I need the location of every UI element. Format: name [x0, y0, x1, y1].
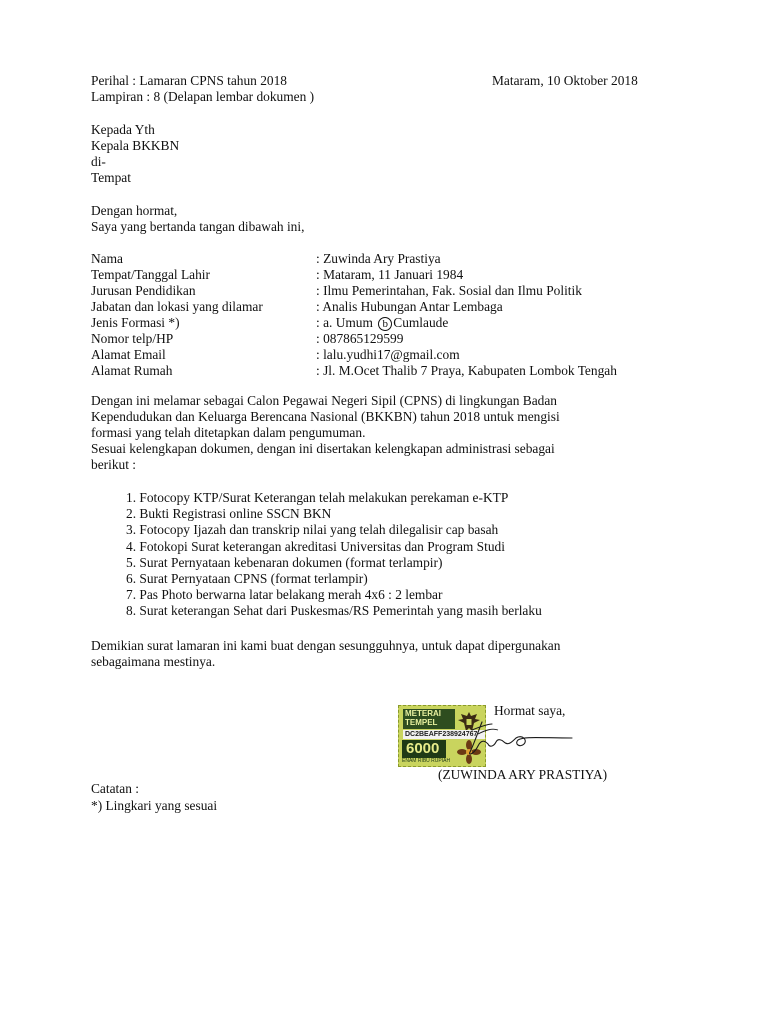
identity-value: : lalu.yudhi17@gmail.com — [316, 347, 460, 362]
notes-line: *) Lingkari yang sesuai — [91, 798, 218, 813]
identity-label: Nomor telp/HP — [91, 331, 174, 346]
identity-label: Jabatan dan lokasi yang dilamar — [91, 299, 263, 314]
greeting-line: Dengan hormat, — [91, 203, 178, 218]
identity-label: Nama — [91, 251, 123, 266]
body-line: Dengan ini melamar sebagai Calon Pegawai Negeri Sipil (CPNS) di lingkungan Badan — [91, 393, 557, 408]
identity-value — [316, 315, 448, 331]
body-line: berikut : — [91, 457, 136, 472]
recipient-line: Kepada Yth — [91, 122, 155, 137]
identity-value: : Zuwinda Ary Prastiya — [316, 251, 441, 266]
stamp-amount: 6000 — [402, 740, 446, 758]
attachment-line: Lampiran : 8 (Delapan lembar dokumen ) — [91, 89, 315, 104]
recipient-line: Tempat — [91, 170, 131, 185]
identity-value: : Ilmu Pemerintahan, Fak. Sosial dan Ilmu Politik — [316, 283, 582, 298]
list-item: 3. Fotocopy Ijazah dan transkrip nilai yang telah dilegalisir cap basah — [126, 522, 499, 538]
identity-value: : Mataram, 11 Januari 1984 — [316, 267, 464, 282]
signature-salutation: Hormat saya, — [494, 703, 566, 718]
document-list — [126, 490, 542, 620]
list-item: 7. Pas Photo berwarna latar belakang merah 4x6 : 2 lembar — [126, 587, 443, 603]
identity-label: Jenis Formasi *) — [91, 315, 180, 330]
list-item: 6. Surat Pernyataan CPNS (format terlampir) — [126, 570, 368, 586]
notes-title: Catatan : — [91, 781, 139, 796]
closing-line: sebagaimana mestinya. — [91, 654, 216, 669]
identity-value: : 087865129599 — [316, 331, 404, 346]
body-line: Sesuai kelengkapan dokumen, dengan ini disertakan kelengkapan administrasi sebagai — [91, 441, 555, 456]
signer-name: (ZUWINDA ARY PRASTIYA) — [438, 767, 608, 782]
identity-label: Jurusan Pendidikan — [91, 283, 196, 298]
list-item: 2. Bukti Registrasi online SSCN BKN — [126, 506, 332, 522]
closing-line: Demikian surat lamaran ini kami buat dengan sesungguhnya, untuk dapat dipergunakan — [91, 638, 561, 653]
body-line: formasi yang telah ditetapkan dalam pengumuman. — [91, 425, 366, 440]
list-item: 1. Fotocopy KTP/Surat Keterangan telah melakukan perekaman e-KTP — [126, 490, 509, 505]
identity-label: Alamat Email — [91, 347, 166, 362]
identity-label: Tempat/Tanggal Lahir — [91, 267, 210, 282]
list-item: 5. Surat Pernyataan kebenaran dokumen (format terlampir) — [126, 554, 443, 570]
body-line: Kependudukan dan Keluarga Berencana Nasional (BKKBN) tahun 2018 untuk mengisi — [91, 409, 560, 424]
identity-label: Alamat Rumah — [91, 363, 173, 378]
list-item: 8. Surat keterangan Sehat dari Puskesmas/RS Pemerintah yang masih berlaku — [126, 603, 542, 619]
handwritten-signature — [452, 716, 592, 762]
recipient-line: di- — [91, 154, 106, 169]
formation-suffix: Cumlaude — [393, 315, 449, 330]
stamp-title-line: METERAI — [405, 709, 441, 718]
subject-line: Perihal : Lamaran CPNS tahun 2018 — [91, 73, 287, 88]
stamp-code: DC2BEAFF238924767 — [403, 730, 485, 739]
identity-value: : Analis Hubungan Antar Lembaga — [316, 299, 503, 314]
intro-line: Saya yang bertanda tangan dibawah ini, — [91, 219, 305, 234]
place-date: Mataram, 10 Oktober 2018 — [492, 73, 638, 88]
circled-option: b — [378, 317, 392, 331]
formation-prefix: : a. Umum — [316, 315, 377, 330]
stamp-subtitle: ENAM RIBU RUPIAH — [402, 758, 451, 764]
stamp-title — [403, 709, 455, 729]
stamp-title-line: TEMPEL — [405, 718, 438, 727]
recipient-line: Kepala BKKBN — [91, 138, 180, 153]
list-item: 4. Fotokopi Surat keterangan akreditasi Universitas dan Program Studi — [126, 538, 505, 554]
identity-value: : Jl. M.Ocet Thalib 7 Praya, Kabupaten Lombok Tengah — [316, 363, 617, 378]
